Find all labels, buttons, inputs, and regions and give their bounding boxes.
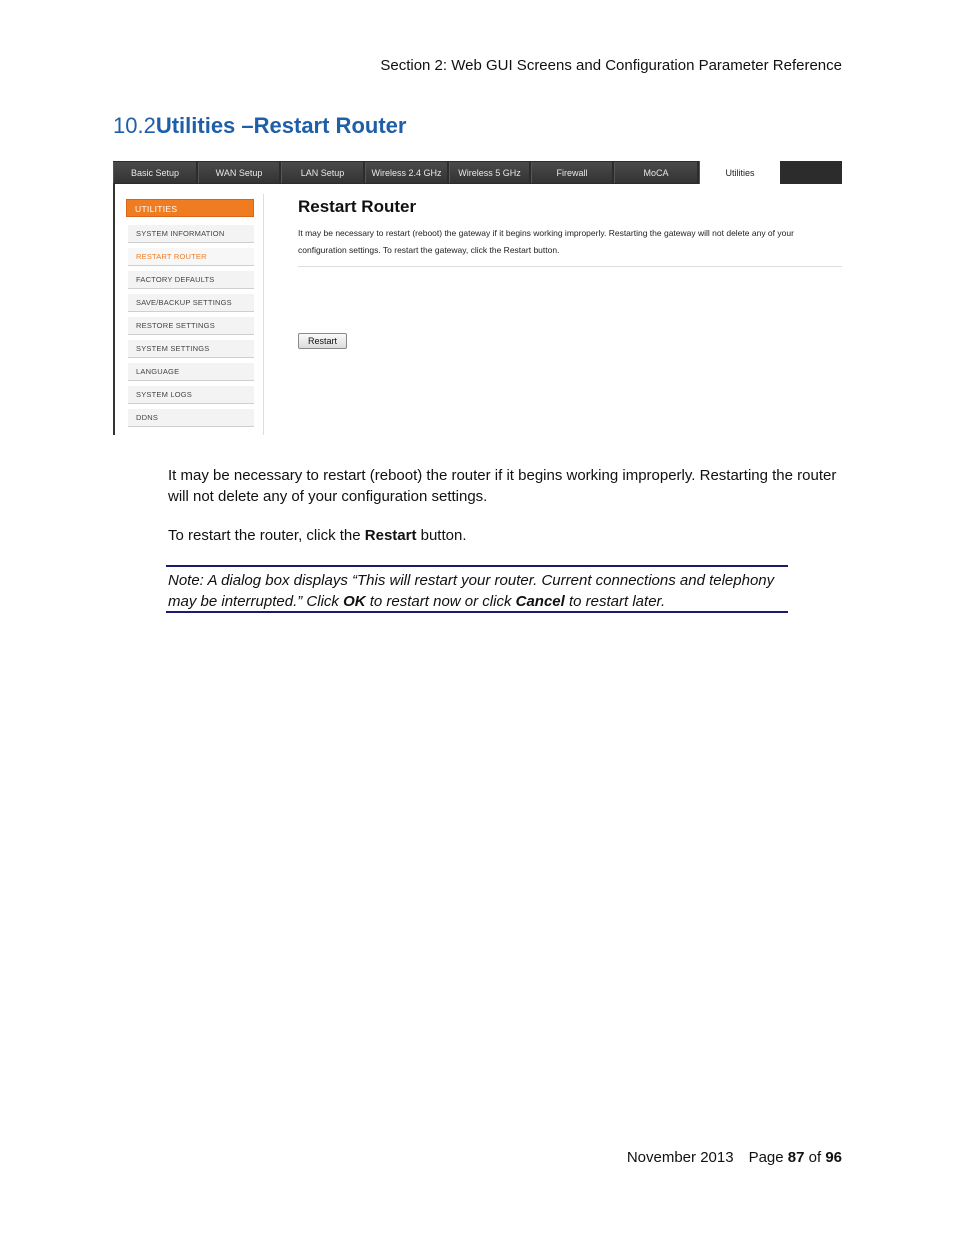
tab-utilities[interactable]: Utilities [699,161,780,184]
tab-basic-setup[interactable]: Basic Setup [113,162,196,183]
note-ok: OK [343,593,366,610]
sidebar-item-factory-defaults[interactable]: FACTORY DEFAULTS [128,271,254,289]
tab-wan-setup[interactable]: WAN Setup [198,162,279,183]
tab-wireless-24[interactable]: Wireless 2.4 GHz [365,162,447,183]
tab-lan-setup[interactable]: LAN Setup [281,162,363,183]
tab-moca[interactable]: MoCA [614,162,697,183]
router-screenshot [113,161,842,435]
note-part-2: to restart now or click [365,593,516,610]
sidebar-heading: UTILITIES [126,199,254,217]
note-box [166,565,788,613]
note-text [168,570,786,612]
sidebar-item-restart-router[interactable]: RESTART ROUTER [128,248,254,266]
tab-firewall[interactable]: Firewall [531,162,612,183]
sidebar-item-save-backup[interactable]: SAVE/BACKUP SETTINGS [128,294,254,312]
footer-total-pages: 96 [825,1149,842,1166]
body-paragraph-2-prefix: To restart the router, click the [168,527,365,544]
sidebar-item-ddns[interactable]: DDNS [128,409,254,427]
sidebar [121,194,264,435]
sidebar-item-system-settings[interactable]: SYSTEM SETTINGS [128,340,254,358]
footer-page-label: Page [748,1149,788,1166]
note-part-3: to restart later. [564,593,666,610]
section-heading [113,113,406,139]
body-paragraph-2-suffix: button. [416,527,467,544]
body-paragraph-2 [168,525,844,546]
body-paragraph-2-bold: Restart [364,527,417,544]
note-cancel: Cancel [515,593,565,610]
content-title: Restart Router [298,197,417,216]
content-divider [298,266,842,267]
footer-of-label: of [804,1149,826,1166]
page-header: Section 2: Web GUI Screens and Configuration Parameter Reference [380,57,842,74]
page-footer [500,1149,842,1166]
frame-edge [113,184,115,435]
footer-page-number: 87 [787,1149,805,1166]
restart-button[interactable]: Restart [298,333,347,349]
section-number: 10.2 [113,113,156,138]
sidebar-item-restore-settings[interactable]: RESTORE SETTINGS [128,317,254,335]
sidebar-item-language[interactable]: LANGUAGE [128,363,254,381]
footer-date: November 2013 [626,1149,734,1166]
body-paragraph-1: It may be necessary to restart (reboot) the router if it begins working improperly. Restarting the router will not delete any of your configuration settings. [168,467,837,505]
tab-wireless-5[interactable]: Wireless 5 GHz [449,162,529,183]
section-title: Utilities –Restart Router [155,113,407,138]
sidebar-item-system-logs[interactable]: SYSTEM LOGS [128,386,254,404]
tab-bar [113,161,842,184]
note-part-1: Note: A dialog box displays “This will restart your router. Current connections and telephony may be interrupted.” Click [168,572,775,610]
content-description: It may be necessary to restart (reboot) the gateway if it begins working improperly. Restarting the gateway will not delete any of your configuration settings. To restart the gateway, click the Restart button. [298,228,794,255]
sidebar-item-system-information[interactable]: SYSTEM INFORMATION [128,225,254,243]
